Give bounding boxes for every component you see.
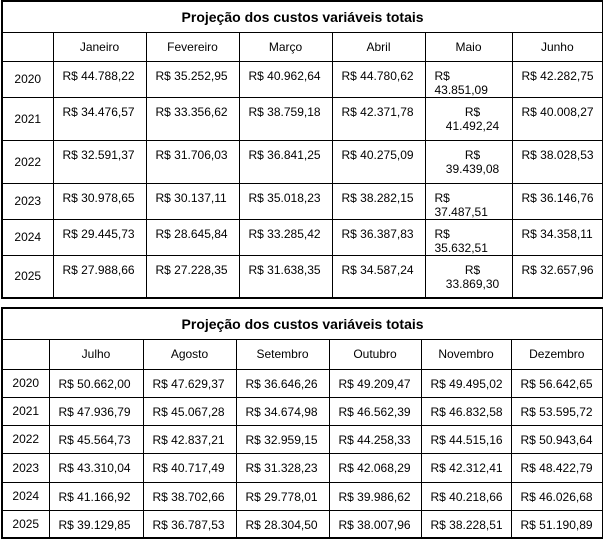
table-row [2,61,603,97]
month-header: Dezembro [511,339,603,369]
value-cell: R$ 31.328,23 [236,453,329,482]
table-row [2,255,603,298]
value-cell: R$ 38.282,15 [332,183,425,219]
table-title: Projeção dos custos variáveis totais [2,1,603,32]
year-cell: 2024 [2,219,53,255]
value-cell: R$ 30.978,65 [53,183,146,219]
year-cell: 2023 [2,453,49,482]
value-cell: R$ 32.657,96 [512,255,603,298]
value-cell: R$ 38.007,96 [329,510,421,538]
year-cell: 2020 [2,61,53,97]
value-cell: R$ 35.018,23 [239,183,332,219]
value-cell: R$ 40.218,66 [421,482,511,510]
year-cell: 2023 [2,183,53,219]
header-row [2,339,603,369]
corner-cell [2,32,53,61]
table-row [2,397,603,425]
value-cell: R$ 43.851,09 [425,61,512,97]
value-cell: R$ 34.476,57 [53,97,146,140]
value-cell: R$ 36.387,83 [332,219,425,255]
value-cell: R$ 36.841,25 [239,140,332,183]
value-cell: R$ 27.988,66 [53,255,146,298]
month-header: Outubro [329,339,421,369]
month-header: Novembro [421,339,511,369]
table-row [2,425,603,453]
header-row [2,32,603,61]
value-cell: R$ 41.492,24 [425,97,512,140]
value-cell: R$ 42.068,29 [329,453,421,482]
value-cell: R$ 45.564,73 [49,425,143,453]
value-cell: R$ 27.228,35 [146,255,239,298]
value-cell: R$ 35.252,95 [146,61,239,97]
month-header: Junho [512,32,603,61]
year-cell: 2022 [2,425,49,453]
table-row [2,219,603,255]
table-row [2,183,603,219]
table-row [2,453,603,482]
costs-table-jan-jun [1,0,603,299]
value-cell: R$ 40.008,27 [512,97,603,140]
value-cell: R$ 37.487,51 [425,183,512,219]
value-cell: R$ 31.706,03 [146,140,239,183]
value-cell: R$ 44.780,62 [332,61,425,97]
value-cell: R$ 46.562,39 [329,397,421,425]
value-cell: R$ 33.285,42 [239,219,332,255]
value-cell: R$ 33.356,62 [146,97,239,140]
value-cell: R$ 29.445,73 [53,219,146,255]
value-cell: R$ 49.495,02 [421,369,511,397]
month-header: Setembro [236,339,329,369]
value-cell: R$ 42.371,78 [332,97,425,140]
value-cell: R$ 35.632,51 [425,219,512,255]
month-header: Maio [425,32,512,61]
value-cell: R$ 28.304,50 [236,510,329,538]
month-header: Março [239,32,332,61]
value-cell: R$ 44.515,16 [421,425,511,453]
value-cell: R$ 53.595,72 [511,397,603,425]
value-cell: R$ 40.717,49 [143,453,236,482]
value-cell: R$ 38.228,51 [421,510,511,538]
value-cell: R$ 34.358,11 [512,219,603,255]
month-header: Abril [332,32,425,61]
year-cell: 2025 [2,255,53,298]
year-cell: 2025 [2,510,49,538]
value-cell: R$ 42.837,21 [143,425,236,453]
table-row [2,97,603,140]
value-cell: R$ 42.282,75 [512,61,603,97]
value-cell: R$ 43.310,04 [49,453,143,482]
value-cell: R$ 33.869,30 [425,255,512,298]
value-cell: R$ 28.645,84 [146,219,239,255]
table-row [2,140,603,183]
year-cell: 2020 [2,369,49,397]
value-cell: R$ 46.832,58 [421,397,511,425]
value-cell: R$ 36.646,26 [236,369,329,397]
value-cell: R$ 32.959,15 [236,425,329,453]
value-cell: R$ 38.028,53 [512,140,603,183]
table-row [2,369,603,397]
value-cell: R$ 49.209,47 [329,369,421,397]
value-cell: R$ 50.943,64 [511,425,603,453]
value-cell: R$ 40.962,64 [239,61,332,97]
value-cell: R$ 34.587,24 [332,255,425,298]
value-cell: R$ 39.986,62 [329,482,421,510]
value-cell: R$ 44.788,22 [53,61,146,97]
month-header: Agosto [143,339,236,369]
value-cell: R$ 45.067,28 [143,397,236,425]
value-cell: R$ 29.778,01 [236,482,329,510]
value-cell: R$ 46.026,68 [511,482,603,510]
table-title: Projeção dos custos variáveis totais [2,308,603,339]
year-cell: 2022 [2,140,53,183]
value-cell: R$ 36.146,76 [512,183,603,219]
month-header: Julho [49,339,143,369]
value-cell: R$ 56.642,65 [511,369,603,397]
corner-cell [2,339,49,369]
value-cell: R$ 51.190,89 [511,510,603,538]
value-cell: R$ 30.137,11 [146,183,239,219]
table-row [2,482,603,510]
value-cell: R$ 34.674,98 [236,397,329,425]
value-cell: R$ 47.936,79 [49,397,143,425]
value-cell: R$ 48.422,79 [511,453,603,482]
value-cell: R$ 44.258,33 [329,425,421,453]
month-header: Fevereiro [146,32,239,61]
value-cell: R$ 39.439,08 [425,140,512,183]
value-cell: R$ 42.312,41 [421,453,511,482]
value-cell: R$ 40.275,09 [332,140,425,183]
value-cell: R$ 50.662,00 [49,369,143,397]
value-cell: R$ 38.702,66 [143,482,236,510]
table-row [2,510,603,538]
year-cell: 2024 [2,482,49,510]
month-header: Janeiro [53,32,146,61]
value-cell: R$ 47.629,37 [143,369,236,397]
costs-table-jul-dec [1,307,603,539]
value-cell: R$ 32.591,37 [53,140,146,183]
value-cell: R$ 41.166,92 [49,482,143,510]
value-cell: R$ 31.638,35 [239,255,332,298]
value-cell: R$ 39.129,85 [49,510,143,538]
value-cell: R$ 36.787,53 [143,510,236,538]
year-cell: 2021 [2,397,49,425]
year-cell: 2021 [2,97,53,140]
value-cell: R$ 38.759,18 [239,97,332,140]
